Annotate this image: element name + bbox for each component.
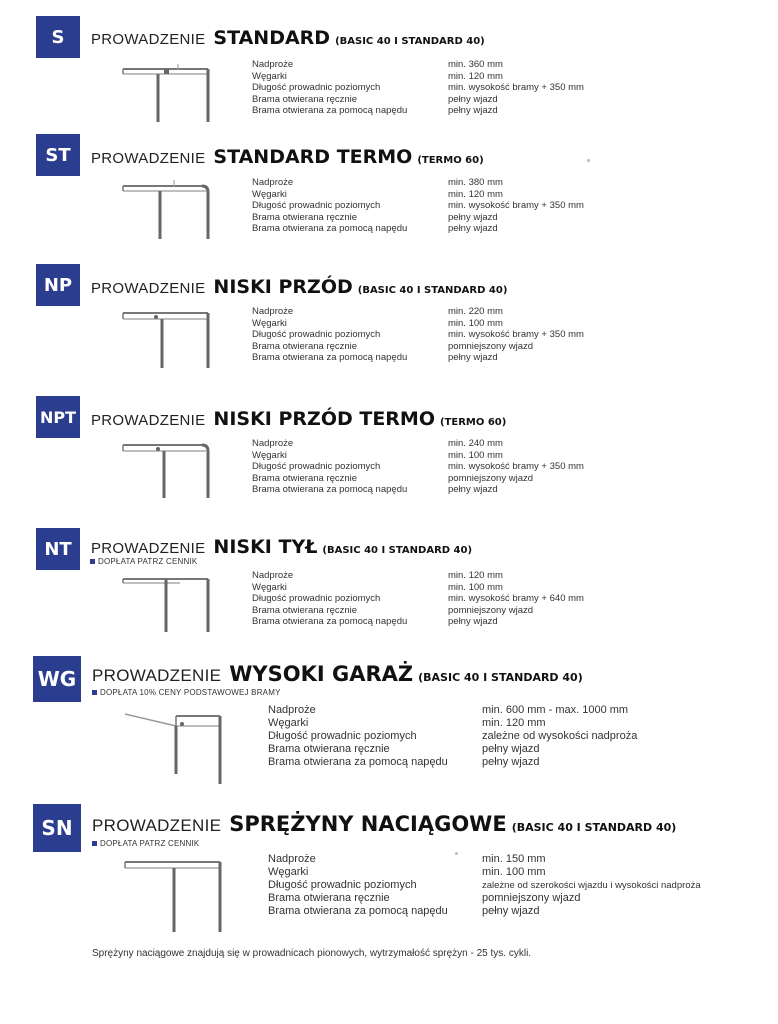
spec-label: Brama otwierana ręcznie [252,340,358,352]
spec-label: Długość prowadnic poziomych [252,593,381,605]
spec-row [252,212,584,224]
title-prefix: PROWADZENIE [91,150,206,167]
spec-value: pełny wjazd [448,484,498,496]
spec-row [252,616,584,628]
spec-label: Węgarki [268,717,309,729]
spec-label: Długość prowadnic poziomych [252,461,381,473]
code-badge: NPT [36,396,80,438]
title-variant: (BASIC 40 I STANDARD 40) [418,671,583,684]
note-bullet [90,559,95,564]
spec-row [252,593,584,605]
spec-row [252,329,584,341]
spec-label: Brama otwierana ręcznie [268,743,390,755]
guide-diagram [120,304,220,370]
spec-value: min. 120 mm [482,717,546,729]
note-text: DOPŁATA PATRZ CENNIK [100,839,200,848]
note-text: DOPŁATA PATRZ CENNIK [98,557,198,566]
spec-value: min. 100 mm [448,449,503,461]
spec-value: pomniejszony wjazd [448,604,534,616]
spec-value: min. 100 mm [448,317,503,329]
spec-label: Nadproże [268,853,316,865]
spec-row [252,461,584,473]
spec-value: min. 150 mm [482,853,546,865]
spec-row [268,905,701,918]
spec-row [252,105,584,117]
spec-table [252,306,584,364]
spec-value: min. 240 mm [448,438,503,449]
spec-row [252,438,584,450]
spec-row [268,879,701,892]
spec-label: Brama otwierana za pomocą napędu [252,223,408,235]
spec-row [252,318,584,330]
spec-label: Nadproże [252,570,294,581]
spec-value: pełny wjazd [482,743,540,755]
code-badge: SN [33,804,81,852]
footer-note: Sprężyny naciągowe znajdują się w prowadnicach pionowych, wytrzymałość sprężyn - 25 tys. cykli. [92,948,532,959]
surcharge-note [92,839,199,848]
spec-label: Brama otwierana ręcznie [252,472,358,484]
title-main: NISKI PRZÓD TERMO [213,408,435,430]
spec-table [268,853,701,918]
spec-row [252,306,584,318]
spec-row [252,450,584,462]
title-main: NISKI PRZÓD [213,276,353,298]
spec-value: min. wysokość bramy + 350 mm [448,82,584,94]
code-badge: S [36,16,80,58]
spec-row [252,82,584,94]
spec-label: Węgarki [252,70,287,82]
section-title [91,146,484,168]
spec-table [252,438,584,496]
spec-label: Węgarki [268,866,309,878]
spec-value: pomniejszony wjazd [448,472,534,484]
guide-diagram [122,704,232,788]
spec-value: min. 100 mm [482,866,546,878]
title-prefix: PROWADZENIE [92,816,222,835]
spec-row [252,223,584,235]
spec-value: zależne od szerokości wjazdu i wysokości nadproża [482,880,701,891]
code-badge: NP [36,264,80,306]
spec-value: min. 120 mm [448,70,503,82]
spec-value: min. wysokość bramy + 350 mm [448,461,584,473]
spec-row [252,484,584,496]
spec-label: Węgarki [252,581,287,593]
spec-label: Nadproże [252,59,294,70]
spec-table [252,570,584,628]
spec-label: Węgarki [252,188,287,200]
spec-value: pełny wjazd [448,616,498,628]
spec-table [252,177,584,235]
spec-row [268,717,637,730]
spec-value: pomniejszony wjazd [482,892,581,904]
spec-row [252,341,584,353]
spec-value: min. 120 mm [448,570,503,581]
spec-row [252,71,584,83]
spec-row [252,582,584,594]
spec-value: pełny wjazd [448,211,498,223]
spec-label: Brama otwierana za pomocą napędu [252,105,408,117]
spec-value: min. wysokość bramy + 640 mm [448,593,584,605]
code-badge: ST [36,134,80,176]
spec-value: min. wysokość bramy + 350 mm [448,329,584,341]
guide-diagram [120,60,220,126]
spec-label: Brama otwierana za pomocą napędu [252,616,408,628]
spec-label: Brama otwierana ręcznie [268,892,390,904]
spec-table [252,59,584,117]
section-title [91,408,506,430]
spec-row [268,866,701,879]
code-badge: NT [36,528,80,570]
spec-value: min. 100 mm [448,581,503,593]
spec-row [268,892,701,905]
spec-table [268,704,637,769]
section-title [91,276,507,298]
spec-label: Brama otwierana za pomocą napędu [268,905,448,917]
spec-label: Brama otwierana ręcznie [252,211,358,223]
title-prefix: PROWADZENIE [91,280,206,297]
spec-label: Węgarki [252,317,287,329]
spec-label: Brama otwierana za pomocą napędu [252,484,408,496]
title-variant: (TERMO 60) [417,155,484,166]
title-prefix: PROWADZENIE [91,540,206,557]
spec-label: Węgarki [252,449,287,461]
title-main: STANDARD TERMO [213,146,413,168]
spec-value: min. 360 mm [448,59,503,70]
spec-value: min. 120 mm [448,188,503,200]
spec-label: Nadproże [268,704,316,716]
spec-value: min. 380 mm [448,177,503,188]
spec-row [252,94,584,106]
spec-row [268,730,637,743]
title-prefix: PROWADZENIE [91,31,206,48]
section-title [92,812,676,836]
spec-value: pełny wjazd [448,352,498,364]
speck [587,159,590,162]
title-main: SPRĘŻYNY NACIĄGOWE [229,812,507,836]
spec-row [252,189,584,201]
spec-row [252,473,584,485]
spec-row [252,352,584,364]
note-bullet [92,690,97,695]
note-bullet [92,841,97,846]
guide-diagram [122,852,232,936]
note-text: DOPŁATA 10% CENY PODSTAWOWEJ BRAMY [100,688,281,697]
spec-label: Nadproże [252,306,294,317]
guide-diagram [120,436,220,502]
spec-row [252,570,584,582]
title-main: WYSOKI GARAŻ [229,662,414,686]
spec-label: Długość prowadnic poziomych [268,879,417,891]
spec-label: Brama otwierana ręcznie [252,604,358,616]
spec-value: min. wysokość bramy + 350 mm [448,200,584,212]
section-title [91,536,472,558]
spec-row [252,59,584,71]
spec-row [252,605,584,617]
title-variant: (BASIC 40 I STANDARD 40) [335,36,485,47]
spec-value: pełny wjazd [482,905,540,917]
title-variant: (BASIC 40 I STANDARD 40) [511,821,677,834]
spec-label: Nadproże [252,438,294,449]
spec-label: Długość prowadnic poziomych [252,329,381,341]
spec-row [268,756,637,769]
spec-value: min. 600 mm - max. 1000 mm [482,704,629,716]
section-title [91,27,485,49]
spec-row [268,704,637,717]
code-badge: WG [33,656,81,702]
spec-value: pełny wjazd [448,223,498,235]
spec-label: Długość prowadnic poziomych [268,730,417,742]
spec-value: pełny wjazd [448,105,498,117]
guide-diagram [120,177,220,243]
spec-label: Nadproże [252,177,294,188]
spec-value: pełny wjazd [482,756,540,768]
spec-row [252,177,584,189]
spec-row [252,200,584,212]
spec-row [268,743,637,756]
title-main: STANDARD [213,27,331,49]
spec-row [268,853,701,866]
spec-label: Brama otwierana za pomocą napędu [268,756,448,768]
spec-value: min. 220 mm [448,306,503,317]
title-prefix: PROWADZENIE [92,666,222,685]
title-prefix: PROWADZENIE [91,412,206,429]
spec-value: pomniejszony wjazd [448,340,534,352]
spec-value: zależne od wysokości nadproża [482,730,638,742]
surcharge-note [92,688,281,697]
spec-label: Brama otwierana za pomocą napędu [252,352,408,364]
title-variant: (BASIC 40 I STANDARD 40) [357,285,508,296]
spec-label: Długość prowadnic poziomych [252,82,381,94]
title-variant: (BASIC 40 I STANDARD 40) [322,545,473,556]
spec-label: Brama otwierana ręcznie [252,93,358,105]
section-title [92,662,583,686]
guide-diagram [120,570,220,636]
spec-value: pełny wjazd [448,93,498,105]
spec-label: Długość prowadnic poziomych [252,200,381,212]
title-main: NISKI TYŁ [213,536,318,558]
title-variant: (TERMO 60) [439,417,507,428]
surcharge-note [90,557,197,566]
